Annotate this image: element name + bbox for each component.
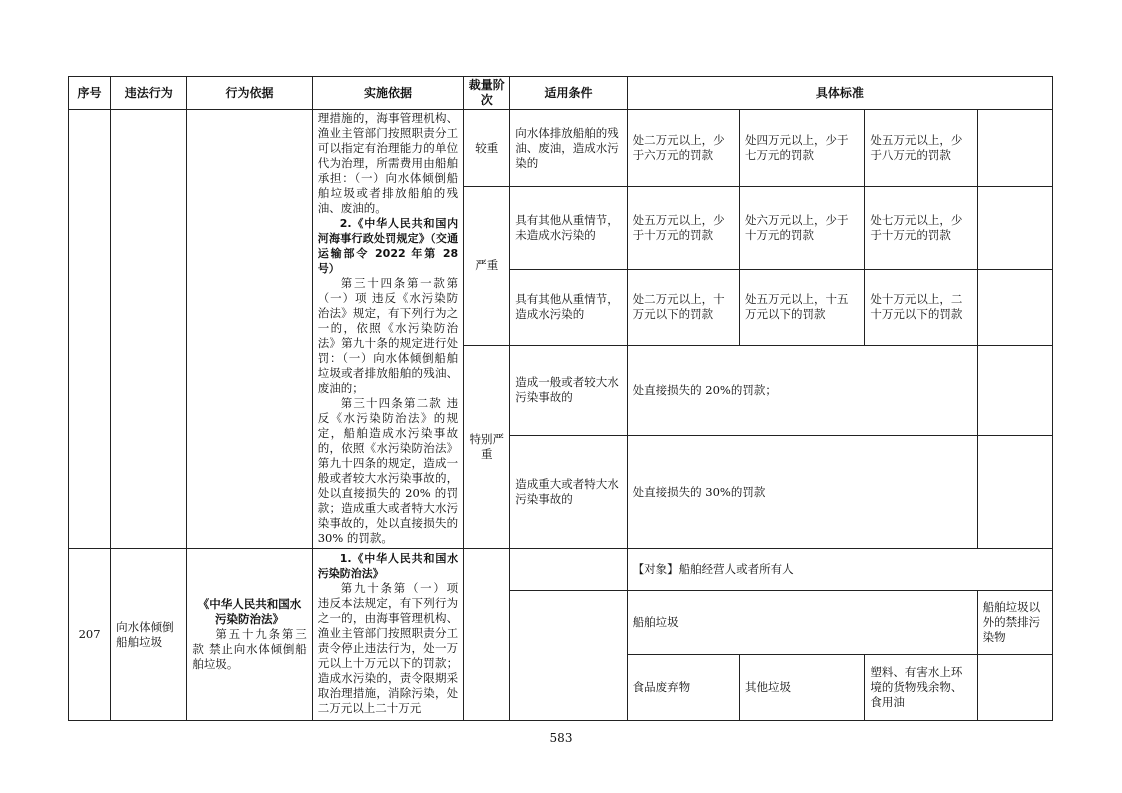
category-food-waste: 食品废弃物 (627, 655, 739, 721)
standard-cell: 处二万元以上，少于六万元的罚款 (627, 110, 739, 187)
header-no: 序号 (69, 77, 111, 110)
cell-no-continued (69, 110, 111, 549)
impl-paragraph: 第三十四条第二款 违反《水污染防治法》的规定，船舶造成水污染事故的，依照《水污染防治法》第九十四条的规定，造成一般或者较大水污染事故的，处以直接损失的 20% 的罚款；造成重大或者特大水污染事故的，处以直接损失的 30% 的罚款。 (317, 396, 459, 545)
category-other-pollutants: 船舶垃圾以外的禁排污染物 (977, 591, 1052, 655)
header-basis: 行为依据 (187, 77, 312, 110)
empty-cell (977, 110, 1052, 187)
cell-act-continued (111, 110, 187, 549)
impl-law-title: 2.《中华人民共和国内河海事行政处罚规定》（交通运输部令 2022 年第 28 号） (317, 217, 459, 275)
standard-cell: 处六万元以上，少于十万元的罚款 (739, 187, 864, 270)
basis-law-title: 《中华人民共和国水污染防治法》 (197, 597, 302, 626)
category-other-garbage: 其他垃圾 (739, 655, 864, 721)
enforcement-standard-table (68, 76, 1053, 721)
standard-cell: 处直接损失的 20%的罚款； (627, 345, 977, 436)
empty-cell (977, 655, 1052, 721)
empty-cell (977, 269, 1052, 345)
object-cell: 【对象】船舶经营人或者所有人 (627, 549, 1052, 591)
level-cell: 特别严重 (464, 345, 510, 549)
cell-impl-continued (312, 110, 463, 549)
impl-law-title: 1.《中华人民共和国水污染防治法》 (317, 552, 459, 580)
basis-text: 第五十九条第三款 禁止向水体倾倒船舶垃圾。 (192, 627, 307, 671)
category-garbage: 船舶垃圾 (627, 591, 977, 655)
cell-basis (187, 549, 312, 721)
empty-cell (977, 187, 1052, 270)
cell-basis-continued (187, 110, 312, 549)
standard-cell: 处七万元以上，少于十万元的罚款 (865, 187, 977, 270)
empty-cell (510, 591, 627, 721)
condition-cell: 造成重大或者特大水污染事故的 (510, 436, 627, 549)
standard-cell: 处五万元以上，少于十万元的罚款 (627, 187, 739, 270)
impl-paragraph: 第三十四条第一款第（一）项 违反《水污染防治法》规定，有下列行为之一的，依照《水污染防治法》第九十条的规定进行处罚：（一）向水体倾倒船舶垃圾或者排放船舶的残油、废油的； (317, 276, 459, 395)
empty-level-cell (464, 549, 510, 721)
cell-impl (312, 549, 463, 721)
header-level: 裁量阶次 (464, 77, 510, 110)
header-cond: 适用条件 (510, 77, 627, 110)
level-cell: 严重 (464, 187, 510, 346)
condition-cell: 造成一般或者较大水污染事故的 (510, 345, 627, 436)
header-impl: 实施依据 (312, 77, 463, 110)
header-act: 违法行为 (111, 77, 187, 110)
table-row-207 (69, 549, 1053, 591)
impl-paragraph: 第九十条第（一）项 违反本法规定，有下列行为之一的，由海事管理机构、渔业主管部门按照职责分工责令停止违法行为，处一万元以上十万元以下的罚款；造成水污染的，责令限期采取治理措施，消除污染，处二万元以上二十万元 (317, 581, 459, 715)
category-plastic: 塑料、有害水上环境的货物残余物、食用油 (865, 655, 977, 721)
cell-violation: 向水体倾倒船舶垃圾 (111, 549, 187, 721)
condition-cell: 向水体排放船舶的残油、废油，造成水污染的 (510, 110, 627, 187)
impl-paragraph: 理措施的，海事管理机构、渔业主管部门按照职责分工可以指定有治理能力的单位代为治理，所需费用由船舶承担：（一）向水体倾倒船舶垃圾或者排放船舶的残油、废油的。 (317, 111, 459, 215)
empty-cell (977, 345, 1052, 436)
standard-cell: 处五万元以上，少于八万元的罚款 (865, 110, 977, 187)
table-row (69, 110, 1053, 187)
cell-no: 207 (69, 549, 111, 721)
condition-cell: 具有其他从重情节，未造成水污染的 (510, 187, 627, 270)
standard-cell: 处五万元以上，十五万元以下的罚款 (739, 269, 864, 345)
header-std: 具体标准 (627, 77, 1052, 110)
standard-cell: 处直接损失的 30%的罚款 (627, 436, 977, 549)
level-cell: 较重 (464, 110, 510, 187)
standard-cell: 处四万元以上，少于七万元的罚款 (739, 110, 864, 187)
header-row (69, 77, 1053, 110)
condition-cell: 具有其他从重情节，造成水污染的 (510, 269, 627, 345)
page-number: 583 (549, 731, 573, 745)
standard-cell: 处十万元以上，二十万元以下的罚款 (865, 269, 977, 345)
empty-cell (510, 549, 627, 591)
standard-cell: 处二万元以上，十万元以下的罚款 (627, 269, 739, 345)
empty-cell (977, 436, 1052, 549)
